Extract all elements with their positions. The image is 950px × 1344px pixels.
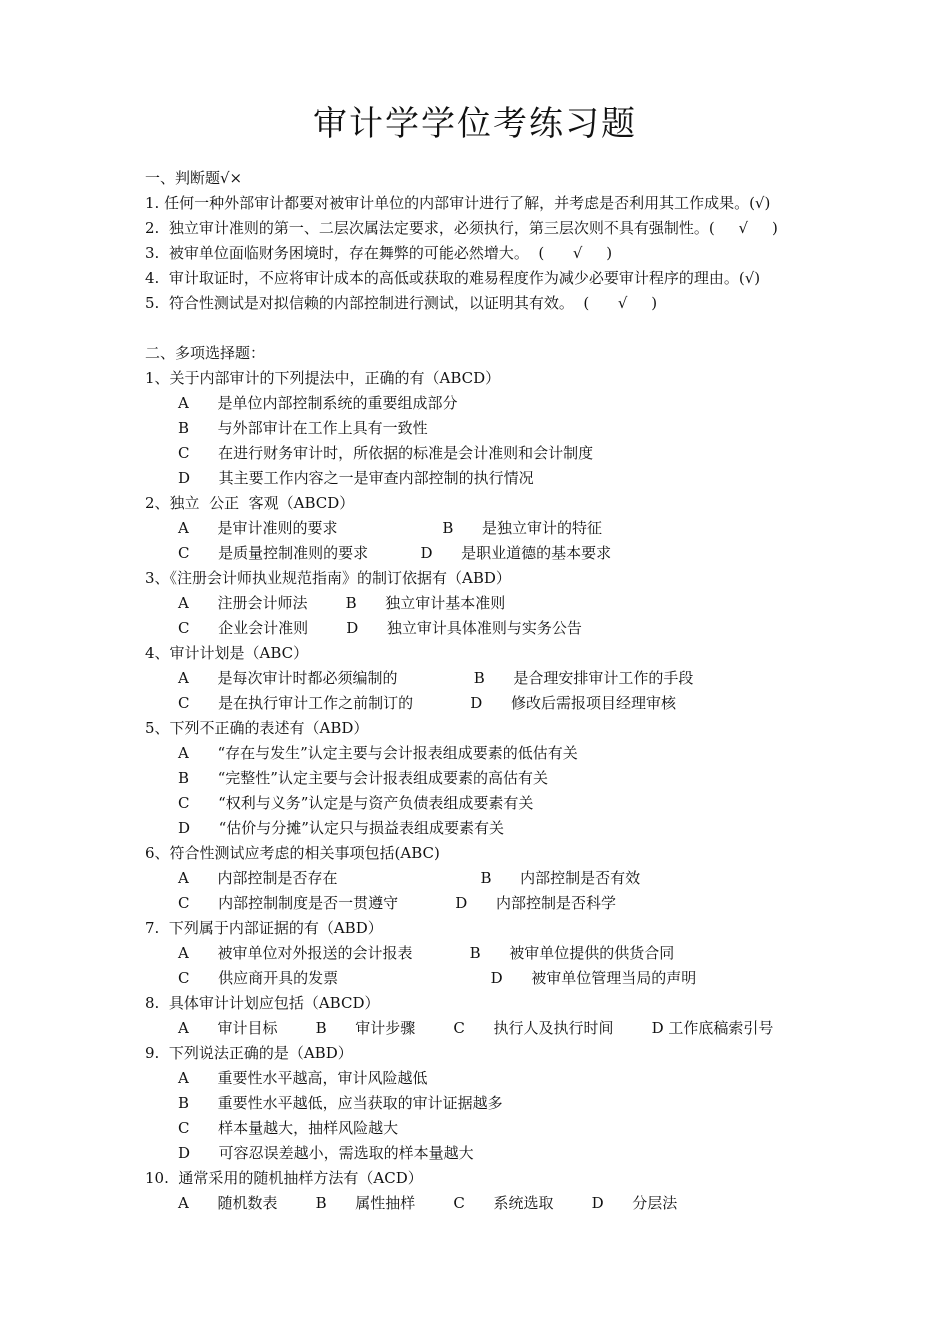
question-6-options-ab: A 内部控制是否存在 B 内部控制是否有效	[178, 869, 641, 887]
question-5-option-d: D “估价与分摊”认定只与损益表组成要素有关	[178, 819, 504, 837]
section2-heading: 二、多项选择题：	[145, 344, 266, 362]
question-4-options-ab: A 是每次审计时都必须编制的 B 是合理安排审计工作的手段	[178, 669, 694, 687]
question-5: 5、下列不正确的表述有（ABD）	[145, 719, 369, 737]
question-3: 3、《注册会计师执业规范指南》的制订依据有（ABD）	[145, 569, 511, 587]
judgment-item-5: 5. 符合性测试是对拟信赖的内部控制进行测试，以证明其有效。 ( √ )	[145, 294, 658, 312]
question-9-option-c: C 样本量越大，抽样风险越大	[178, 1119, 399, 1137]
judgment-item-2: 2. 独立审计准则的第一、二层次属法定要求，必须执行，第三层次则不具有强制性。( √ )	[145, 219, 778, 237]
question-4: 4、审计计划是（ABC）	[145, 644, 309, 662]
question-7-options-cd: C 供应商开具的发票 D 被审单位管理当局的声明	[178, 969, 697, 987]
question-10-options: A 随机数表 B 属性抽样 C 系统选取 D 分层法	[178, 1194, 678, 1212]
question-9-option-d: D 可容忍误差越小，需选取的样本量越大	[178, 1144, 474, 1162]
question-7: 7. 下列属于内部证据的有（ABD）	[145, 919, 383, 937]
question-2-options-cd: C 是质量控制准则的要求 D 是职业道德的基本要求	[178, 544, 612, 562]
question-2-options-ab: A 是审计准则的要求 B 是独立审计的特征	[178, 519, 602, 537]
question-4-options-cd: C 是在执行审计工作之前制订的 D 修改后需报项目经理审核	[178, 694, 676, 712]
question-9-option-a: A 重要性水平越高，审计风险越低	[178, 1069, 428, 1087]
question-8-options: A 审计目标 B 审计步骤 C 执行人及执行时间 D 工作底稿索引号	[178, 1019, 774, 1037]
question-9: 9. 下列说法正确的是（ABD）	[145, 1044, 353, 1062]
question-6-options-cd: C 内部控制制度是否一贯遵守 D 内部控制是否科学	[178, 894, 616, 912]
question-5-option-c: C “权利与义务”认定是与资产负债表组成要素有关	[178, 794, 534, 812]
question-8: 8. 具体审计计划应包括（ABCD）	[145, 994, 380, 1012]
question-5-option-b: B “完整性”认定主要与会计报表组成要素的高估有关	[178, 769, 548, 787]
question-1-option-d: D 其主要工作内容之一是审查内部控制的执行情况	[178, 469, 534, 487]
judgment-item-1: 1. 任何一种外部审计都要对被审计单位的内部审计进行了解，并考虑是否利用其工作成果。(√)	[145, 194, 771, 212]
question-2: 2、独立 公正 客观（ABCD）	[145, 494, 355, 512]
judgment-item-4: 4. 审计取证时，不应将审计成本的高低或获取的难易程度作为减少必要审计程序的理由。(√)	[145, 269, 761, 287]
question-10: 10. 通常采用的随机抽样方法有（ACD）	[145, 1169, 423, 1187]
page-title: 审计学学位考练习题	[313, 104, 637, 144]
question-1-option-c: C 在进行财务审计时，所依据的标准是会计准则和会计制度	[178, 444, 594, 462]
question-3-options-ab: A 注册会计师法 B 独立审计基本准则	[178, 594, 506, 612]
question-9-option-b: B 重要性水平越低，应当获取的审计证据越多	[178, 1094, 503, 1112]
section1-heading: 一、判断题√×	[145, 169, 243, 187]
question-1: 1、关于内部审计的下列提法中，正确的有（ABCD）	[145, 369, 501, 387]
question-1-option-b: B 与外部审计在工作上具有一致性	[178, 419, 428, 437]
question-5-option-a: A “存在与发生”认定主要与会计报表组成要素的低估有关	[178, 744, 578, 762]
question-7-options-ab: A 被审单位对外报送的会计报表 B 被审单位提供的供货合同	[178, 944, 675, 962]
question-1-option-a: A 是单位内部控制系统的重要组成部分	[178, 394, 458, 412]
question-3-options-cd: C 企业会计准则 D 独立审计具体准则与实务公告	[178, 619, 582, 637]
judgment-item-3: 3. 被审单位面临财务困境时，存在舞弊的可能必然增大。 ( √ )	[145, 244, 613, 262]
question-6: 6、符合性测试应考虑的相关事项包括(ABC)	[145, 844, 440, 862]
